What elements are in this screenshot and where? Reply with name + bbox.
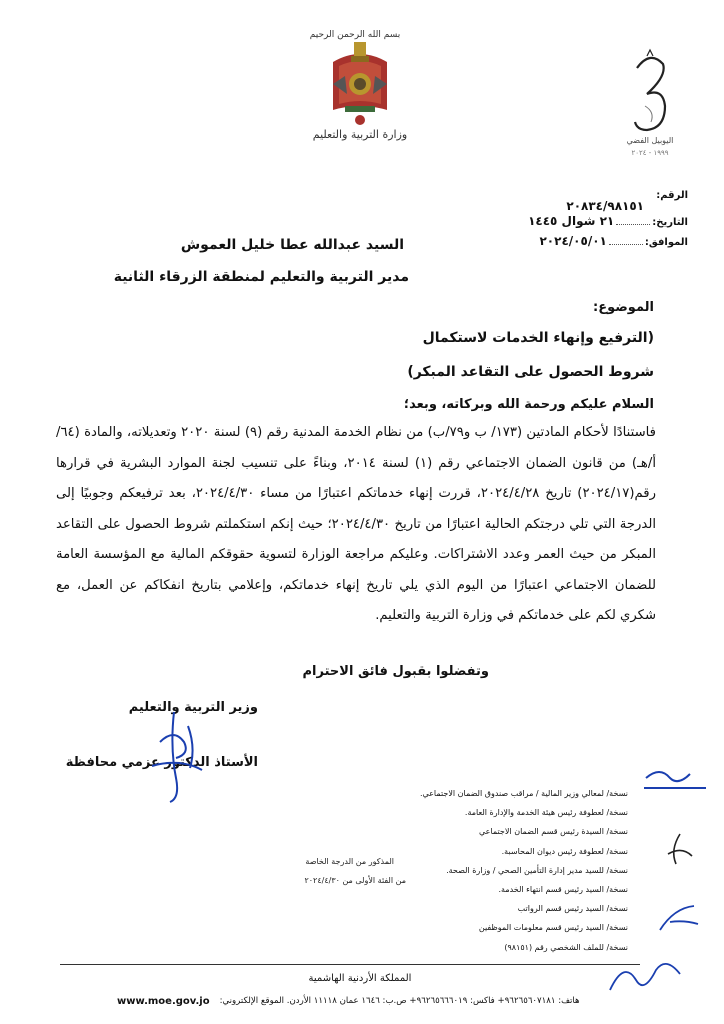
copy-item: نسخة/ للسيد مدير إدارة التأمين الصحي / وزارة الصحة. <box>446 865 628 875</box>
copy-item: نسخة/ السيد رئيس قسم انتهاء الخدمة. <box>498 885 628 895</box>
footer-divider <box>60 964 640 965</box>
greeting: السلام عليكم ورحمة الله وبركاته، وبعد؛ <box>403 397 654 412</box>
reference-date-row <box>488 214 688 232</box>
recipient-position: مدير التربية والتعليم لمنطقة الزرقاء الثانية <box>113 269 409 285</box>
copy-item: نسخة/ السيدة رئيس قسم الضمان الاجتماعي <box>479 827 628 837</box>
reference-corresponding-row <box>488 234 688 252</box>
reference-date-value: ٢١ شوال ١٤٤٥ <box>528 214 615 228</box>
letter-body: فاستنادًا لأحكام المادتين (١٧٣/ ب و٧٩/ب) من نظام الخدمة المدنية رقم (٩) لسنة ٢٠٢٠ وتعديلاته، والمادة (٦٤/أ/هـ) من قانون الضمان الاجتماعي رقم (١) لسنة ٢٠١٤، وبناءً على تنسيب لجنة الموارد البشرية في قرارها رقم(٢٠٢٤/١٧) تاريخ ٢٠٢٤/٤/٢٨، قررت إنهاء خدماتكم اعتبارًا من مساء ٢٠٢٤/٤/٣٠، بعد ترفيعكم وجوبيًا إلى الدرجة التي تلي درجتكم الحالية اعتبارًا من تاريخ ٢٠٢٤/٤/٣٠؛ حيث إنكم استكملتم شروط الحصول على التقاعد المبكر من حيث العمر وعدد الاشتراكات. وعليكم مراجعة الوزارة لتسوية حقوقكم المالية مع المؤسسة العامة للضمان الاجتماعي اعتبارًا من اليوم الذي يلي تاريخ إنهاء خدماتكم، وإعلامي بتاريخ انفكاكم عن العمل، مع شكري لكم على خدماتكم في وزارة التربية والتعليم. <box>56 425 656 623</box>
handwritten-signature-icon <box>140 708 210 804</box>
subject-line-1: (الترفيع وإنهاء الخدمات لاستكمال <box>422 330 654 346</box>
copy-item: نسخة/ لعطوفة رئيس ديوان المحاسبة. <box>501 846 628 856</box>
ministry-logo-text: وزارة التربية والتعليم <box>312 128 408 141</box>
footer-contact-line <box>117 996 667 1007</box>
basmala-text: بسم الله الرحمن الرحيم <box>309 30 401 40</box>
copy-item: نسخة/ للملف الشخصي رقم (٩٨١٥١) <box>504 942 628 952</box>
subject-label: الموضوع: <box>593 300 654 315</box>
margin-initial-icon <box>654 900 704 936</box>
copies-list <box>328 784 628 957</box>
reference-corresponding-value: ٢٠٢٤/٠٥/٠١ <box>539 234 607 248</box>
reference-corresponding-label: الموافق: <box>644 237 688 248</box>
margin-initial-icon <box>640 760 710 796</box>
reference-number-label: الرقم: <box>656 190 688 201</box>
signature-title: وزير التربية والتعليم <box>128 700 258 715</box>
margin-initial-icon <box>660 830 700 870</box>
jubilee-years: ١٩٩٩ - ٢٠٢٤ <box>631 149 669 157</box>
footer-website-link[interactable]: www.moe.gov.jo <box>117 996 210 1007</box>
side-note-line-1: المذكور من الدرجة الخاصة <box>305 857 394 866</box>
subject-line-2: شروط الحصول على التقاعد المبكر) <box>407 364 654 380</box>
copy-item: نسخة/ السيد رئيس قسم الرواتب <box>517 904 628 914</box>
signature-name: الأستاذ الدكتور عزمي محافظة <box>65 755 258 770</box>
reference-number-value: ٢٠٨٣٤/٩٨١٥١ <box>566 199 644 213</box>
footer-kingdom: المملكة الأردنية الهاشمية <box>308 973 412 984</box>
reference-date-label: التاريخ: <box>652 217 688 228</box>
copy-item: نسخة/ لعطوفة رئيس هيئة الخدمة والإدارة العامة. <box>464 808 628 818</box>
closing-line: وتفضلوا بقبول فائق الاحترام <box>302 664 489 679</box>
recipient-name: السيد عبدالله عطا خليل العموش <box>180 237 404 253</box>
margin-initial-icon <box>600 950 690 1000</box>
footer-contact-details: هاتف: ٩٦٢٦٥٦٠٧١٨١+ فاكس: ٩٦٢٦٥٦٦٦٠١٩+ ص.ب: ١٦٤٦ عمان ١١١١٨ الأردن. الموقع الإلكتروني: <box>219 996 580 1006</box>
copy-item: نسخة/ السيد رئيس قسم معلومات الموظفين <box>478 923 628 933</box>
side-note-line-2: من الفئة الأولى من ٢٠٢٤/٤/٣٠ <box>304 876 406 885</box>
jubilee-caption: اليوبيل الفضي <box>626 136 674 145</box>
jordan-emblem-icon <box>325 40 395 126</box>
copy-item: نسخة/ لمعالي وزير المالية / مراقب صندوق الضمان الاجتماعي. <box>419 789 628 798</box>
